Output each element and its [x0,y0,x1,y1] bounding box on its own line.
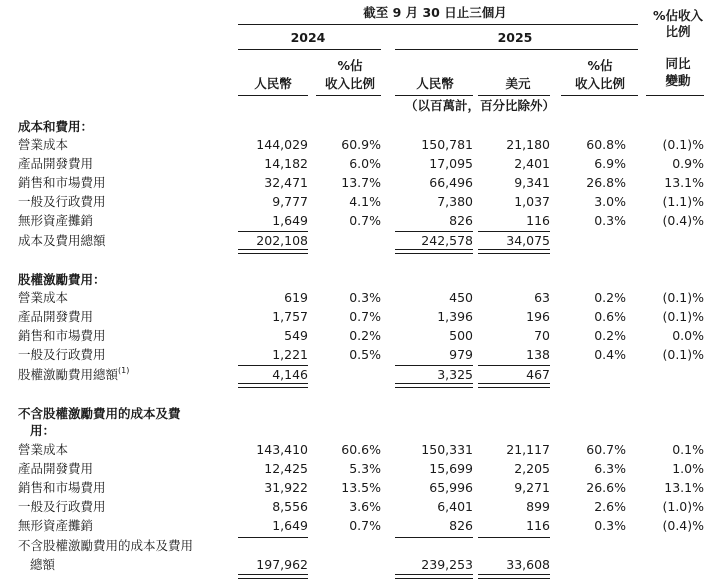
cell-chg: 13.1% [664,479,704,495]
pct-change-header-4: 變動 [665,73,691,88]
total-rmb2024: 197,962 [256,557,308,572]
section-title-costs: 成本和費用： [18,119,94,134]
row-label: 無形資產攤銷 [18,212,94,228]
cell-usd2025: 21,180 [506,137,550,152]
cell-pct2024: 5.3% [349,460,381,476]
cell-pct2024: 6.0% [349,155,381,171]
cell-pct2025: 0.4% [594,346,626,362]
cell-pct2024: 0.7% [349,308,381,324]
col-rule-usd2025 [478,95,550,96]
pct2024-header-2: 收入比例 [324,76,375,91]
cell-rmb2025: 450 [449,290,473,305]
cell-usd2025: 2,205 [514,460,550,476]
sum-rule-rmb2025 [395,365,473,366]
row-label: 營業成本 [18,290,69,305]
cell-chg: (0.4)% [662,517,704,533]
pct-change-header-3: 同比 [665,56,691,71]
section-title-non-gaap-cont: 用： [30,423,56,438]
pct-change-header-2: 比例 [665,24,691,39]
row-label: 產品開發費用 [18,308,94,324]
cell-rmb2025: 150,781 [421,137,473,152]
cell-rmb2024: 31,922 [264,479,308,495]
pct-change-header-1: %佔收入 [652,8,704,23]
row-label: 銷售和市場費用 [18,479,106,495]
cell-chg: 13.1% [664,174,704,190]
total-rule-rmb2024 [238,249,308,254]
total-usd2025: 34,075 [506,233,550,248]
cell-usd2025: 116 [526,517,550,533]
sum-rule-rmb2025 [395,537,473,538]
total-rmb2025: 239,253 [421,557,473,572]
cell-rmb2024: 1,221 [272,346,308,362]
cell-rmb2024: 1,757 [272,308,308,324]
cell-usd2025: 1,037 [514,193,550,209]
cell-usd2025: 2,401 [514,155,550,171]
cell-usd2025: 70 [534,327,550,343]
cell-rmb2025: 66,496 [429,174,473,190]
footnote-marker: (1) [118,366,130,375]
cell-rmb2024: 143,410 [256,442,308,457]
cell-rmb2024: 14,182 [264,155,308,171]
total-rule-rmb2024 [238,383,308,388]
row-label: 一般及行政費用 [18,498,106,514]
cell-rmb2025: 65,996 [429,479,473,495]
cell-pct2025: 60.8% [586,137,626,152]
col-rule-pct2024 [316,95,381,96]
cell-chg: (1.0)% [662,498,704,514]
cell-pct2024: 4.1% [349,193,381,209]
col-rule-rmb2025 [395,95,473,96]
cell-pct2024: 0.5% [349,346,381,362]
cell-rmb2024: 12,425 [264,460,308,476]
cell-pct2025: 26.8% [586,174,626,190]
total-usd2025: 467 [526,367,550,382]
cell-chg: (1.1)% [662,193,704,209]
cell-chg: 0.0% [672,327,704,343]
section-title-sbc: 股權激勵費用： [18,272,106,287]
row-label: 一般及行政費用 [18,346,106,362]
cell-pct2025: 0.3% [594,212,626,228]
cell-rmb2025: 6,401 [437,498,473,514]
cell-rmb2025: 1,396 [437,308,473,324]
cell-pct2025: 6.9% [594,155,626,171]
cell-pct2025: 0.3% [594,517,626,533]
cell-rmb2025: 7,380 [437,193,473,209]
cell-chg: 0.9% [672,155,704,171]
col-rule-pct2025 [561,95,638,96]
cell-usd2025: 21,117 [506,442,550,457]
pct2025-header-1: %佔 [587,58,613,73]
total-usd2025: 33,608 [506,557,550,572]
pct2025-header-2: 收入比例 [574,76,625,91]
cell-chg: (0.4)% [662,212,704,228]
sum-rule-usd2025 [478,365,550,366]
cell-pct2024: 60.9% [341,137,381,152]
total-label: 股權激勵費用總額$^{(1)}$ [18,366,130,382]
section-title-non-gaap: 不含股權激勵費用的成本及費 [18,406,181,421]
total-label: 成本及費用總額 [18,233,106,248]
sum-rule-usd2025 [478,537,550,538]
cell-rmb2025: 979 [449,346,473,362]
cell-chg: (0.1)% [662,346,704,362]
period-header: 截至 9 月 30 日止三個月 [363,5,507,20]
period-rule [238,24,638,25]
cell-pct2024: 0.3% [349,290,381,305]
cell-chg: (0.1)% [662,308,704,324]
row-label: 無形資產攤銷 [18,517,94,533]
cell-chg: (0.1)% [662,137,704,152]
total-label: 不含股權激勵費用的成本及費用 [18,538,194,553]
total-rule-rmb2025 [395,383,473,388]
cell-pct2024: 13.7% [341,174,381,190]
sum-rule-rmb2024 [238,537,308,538]
cell-pct2024: 60.6% [341,442,381,457]
cell-rmb2025: 15,699 [429,460,473,476]
rmb2024-header: 人民幣 [254,76,292,91]
cell-rmb2025: 17,095 [429,155,473,171]
cell-pct2025: 0.2% [594,290,626,305]
row-label: 營業成本 [18,137,69,152]
total-rmb2024: 4,146 [272,367,308,382]
year-2024-header: 2024 [290,30,326,45]
row-label: 銷售和市場費用 [18,174,106,190]
sum-rule-rmb2025 [395,231,473,232]
total-rmb2024: 202,108 [256,233,308,248]
cell-rmb2024: 32,471 [264,174,308,190]
unit-note: （以百萬計，百分比除外） [404,98,555,113]
total-rule-rmb2025 [395,574,473,579]
row-label: 營業成本 [18,442,69,457]
cell-rmb2024: 144,029 [256,137,308,152]
year-2024-rule [238,49,381,50]
total-rmb2025: 242,578 [421,233,473,248]
cell-pct2025: 0.6% [594,308,626,324]
col-rule-chg [646,95,704,96]
col-rule-rmb2024 [238,95,308,96]
cell-rmb2025: 826 [449,517,473,533]
cell-pct2025: 26.6% [586,479,626,495]
cell-rmb2024: 619 [284,290,308,305]
cell-rmb2024: 549 [284,327,308,343]
cell-usd2025: 899 [526,498,550,514]
cell-pct2024: 3.6% [349,498,381,514]
cell-rmb2024: 8,556 [272,498,308,514]
cell-pct2024: 0.7% [349,517,381,533]
total-rule-usd2025 [478,249,550,254]
cell-rmb2025: 150,331 [421,442,473,457]
row-label: 一般及行政費用 [18,193,106,209]
cell-pct2025: 60.7% [586,442,626,457]
total-rule-rmb2025 [395,249,473,254]
cell-pct2024: 0.7% [349,212,381,228]
total-rule-usd2025 [478,383,550,388]
total-label-cont: 總額 [30,557,56,572]
rmb2025-header: 人民幣 [416,76,454,91]
row-label: 銷售和市場費用 [18,327,106,343]
cell-pct2025: 6.3% [594,460,626,476]
row-label: 產品開發費用 [18,460,94,476]
year-2025-rule [395,49,638,50]
cell-usd2025: 9,271 [514,479,550,495]
cell-chg: (0.1)% [662,290,704,305]
cell-rmb2024: 1,649 [272,212,308,228]
total-rule-rmb2024 [238,574,308,579]
cell-usd2025: 116 [526,212,550,228]
cell-pct2024: 13.5% [341,479,381,495]
cell-rmb2024: 9,777 [272,193,308,209]
cell-usd2025: 196 [526,308,550,324]
cell-rmb2025: 500 [449,327,473,343]
total-rmb2025: 3,325 [437,367,473,382]
cell-pct2025: 2.6% [594,498,626,514]
row-label: 產品開發費用 [18,155,94,171]
cell-usd2025: 9,341 [514,174,550,190]
cell-rmb2025: 826 [449,212,473,228]
cell-usd2025: 138 [526,346,550,362]
total-rule-usd2025 [478,574,550,579]
cell-rmb2024: 1,649 [272,517,308,533]
usd2025-header: 美元 [505,76,531,91]
cell-chg: 1.0% [672,460,704,476]
sum-rule-usd2025 [478,231,550,232]
cell-usd2025: 63 [534,290,550,305]
sum-rule-rmb2024 [238,231,308,232]
cell-pct2025: 3.0% [594,193,626,209]
cell-chg: 0.1% [672,442,704,457]
sum-rule-rmb2024 [238,365,308,366]
pct2024-header-1: %佔 [337,58,363,73]
cell-pct2024: 0.2% [349,327,381,343]
year-2025-header: 2025 [497,30,533,45]
cell-pct2025: 0.2% [594,327,626,343]
